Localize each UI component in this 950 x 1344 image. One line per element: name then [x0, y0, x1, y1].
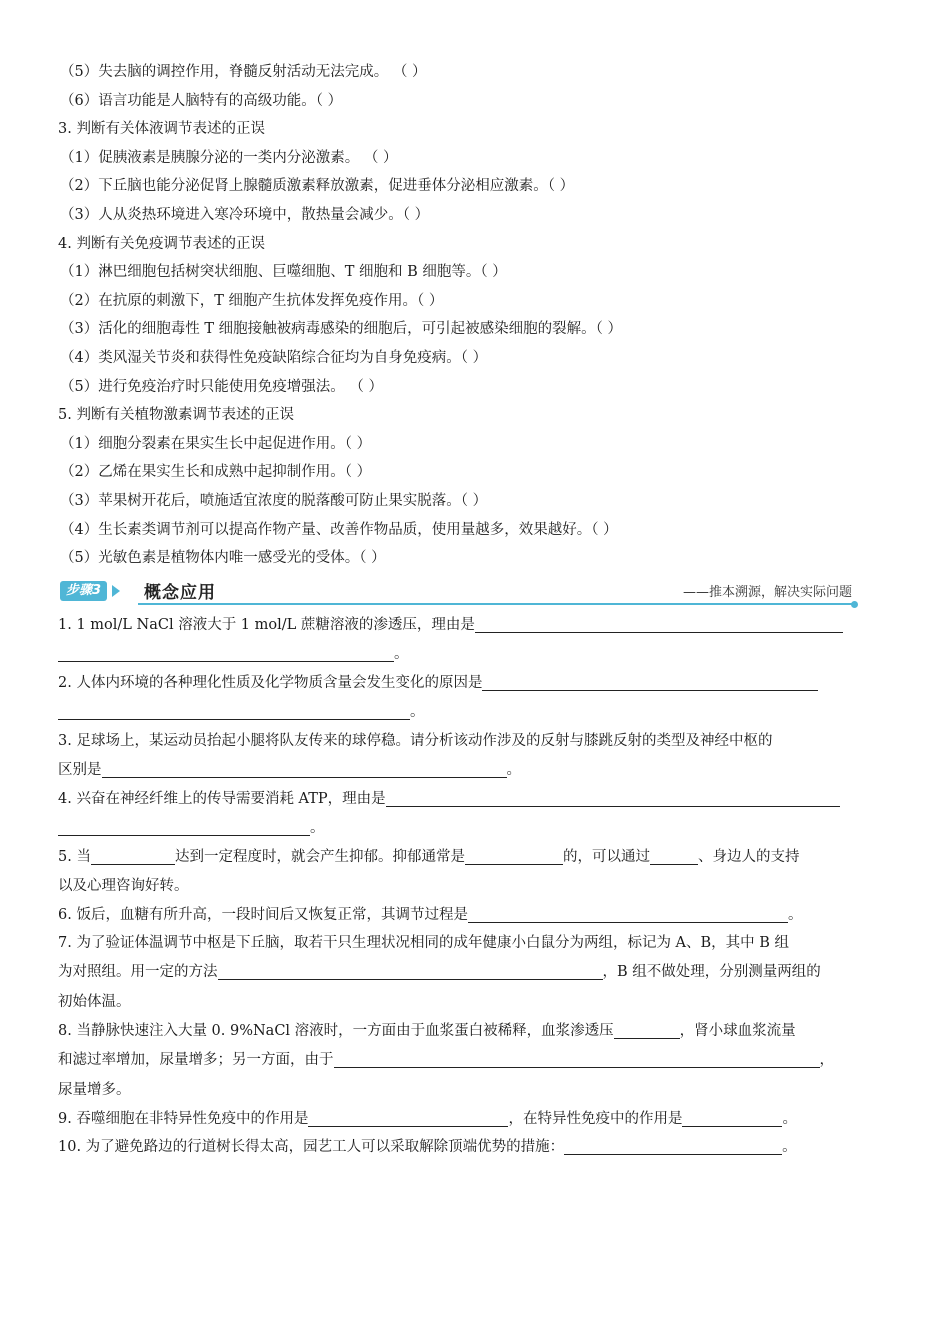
- judge-item: （2）乙烯在果实生长和成熟中起抑制作用。（ ）: [60, 464, 372, 481]
- answer-blank[interactable]: [614, 1020, 680, 1039]
- question-5: 5. 当 达到一定程度时，就会产生抑郁。抑郁通常是 的，可以通过 、身边人的支持: [58, 843, 890, 871]
- banner-divider: [138, 603, 854, 605]
- answer-blank[interactable]: [218, 961, 603, 980]
- judge-item: （1）细胞分裂素在果实生长中起促进作用。（ ）: [60, 435, 372, 452]
- judgment-section: [58, 58, 890, 573]
- answer-blank[interactable]: [465, 846, 563, 865]
- answer-blank[interactable]: [308, 1108, 508, 1127]
- question-1: 1. 1 mol/L NaCl 溶液大于 1 mol/L 蔗糖溶液的渗透压，理由是: [58, 611, 890, 639]
- question-4: 4. 兴奋在神经纤维上的传导需要消耗 ATP，理由是: [58, 785, 890, 813]
- judge-item: （3）活化的细胞毒性 T 细胞接触被病毒感染的细胞后，可引起被感染细胞的裂解。（ ）: [60, 321, 622, 338]
- answer-blank[interactable]: [58, 643, 394, 662]
- judge-heading: 5. 判断有关植物激素调节表述的正误: [58, 407, 294, 424]
- question-9: 9. 吞噬细胞在非特异性免疫中的作用是 ，在特异性免疫中的作用是 。: [58, 1105, 890, 1133]
- answer-blank[interactable]: [58, 701, 410, 720]
- answer-blank[interactable]: [564, 1136, 782, 1155]
- judge-item: （3）人从炎热环境进入寒冷环境中，散热量会减少。（ ）: [60, 206, 430, 223]
- section-title: 概念应用: [144, 582, 216, 603]
- answer-blank[interactable]: [386, 788, 840, 807]
- play-arrow-icon: [112, 585, 120, 597]
- judge-item: （4）类风湿关节炎和获得性免疫缺陷综合征均为自身免疫病。（ ）: [60, 349, 488, 366]
- answer-blank[interactable]: [475, 614, 843, 633]
- question-7: 7. 为了验证体温调节中枢是下丘脑，取若干只生理状况相同的成年健康小白鼠分为两组，标记为 A、B，其中 B 组: [58, 934, 790, 951]
- question-6: 6. 饭后，血糖有所升高，一段时间后又恢复正常，其调节过程是 。: [58, 901, 890, 929]
- step-badge: [60, 580, 120, 602]
- answer-blank[interactable]: [58, 817, 310, 836]
- judge-item: （4）生长素类调节剂可以提高作物产量、改善作物品质，使用量越多，效果越好。（ ）: [60, 521, 618, 538]
- answer-blank[interactable]: [482, 672, 818, 691]
- application-section: 1. 1 mol/L NaCl 溶液大于 1 mol/L 蔗糖溶液的渗透压，理由是 。 2. 人体内环境的各种理化性质及化学物质含量会发生变化的原因是 。 3. 足球场上，某运动员抬起小腿将队友传来的球停稳。请分析该动作涉及的反射与膝跳反射的类型及神经中枢的 区别是 。 4. 兴奋在神经纤维上的传导需要消耗 ATP，理由是 。 5. 当 达到一定程度时，就会产生抑郁。抑郁通常是 的，可以通过 、身边人的支持 以及心理咨询好转。 6. 饭后，血糖有所升高，一段时间后又恢复正常，其调节过程是 。 7. 为了验证体温调节中枢是下丘脑，取若干只生理状况相同的成年健康小白鼠分为两组，标记为 A、B，其中 B 组 为对照组。用一定的方法 ，B 组不做处理，分别测量两组的 初始体温。 8. 当静脉快速注入大量 0. 9%NaCl 溶液时，一方面由于血浆蛋白被稀释，血浆渗透压 ，肾小球血浆流量 和滤过率增加，尿量增多；另一方面，由于 ， 尿量增多。 9. 吞噬细胞在非特异性免疫中的作用是 ，在特异性免疫中的作用是 。 10. 为了避免路边的行道树长得太高，园艺工人可以采取解除顶端优势的措施： 。: [58, 611, 890, 1161]
- answer-blank[interactable]: [91, 846, 175, 865]
- judge-item: （1）促胰液素是胰腺分泌的一类内分泌激素。 （ ）: [60, 149, 398, 166]
- judge-item: （5）进行免疫治疗时只能使用免疫增强法。 （ ）: [60, 378, 383, 395]
- judge-item: （2）在抗原的刺激下，T 细胞产生抗体发挥免疫作用。（ ）: [60, 292, 444, 309]
- answer-blank[interactable]: [102, 759, 507, 778]
- step-badge-label: 步骤3: [60, 581, 107, 601]
- judge-heading: 3. 判断有关体液调节表述的正误: [58, 121, 265, 138]
- judge-item: （1）淋巴细胞包括树突状细胞、巨噬细胞、T 细胞和 B 细胞等。（ ）: [60, 264, 507, 281]
- judge-item: （5）失去脑的调控作用，脊髓反射活动无法完成。 （ ）: [60, 64, 427, 80]
- judge-heading: 4. 判断有关免疫调节表述的正误: [58, 235, 265, 252]
- question-10: 10. 为了避免路边的行道树长得太高，园艺工人可以采取解除顶端优势的措施： 。: [58, 1133, 890, 1161]
- answer-blank[interactable]: [334, 1049, 820, 1068]
- banner-dot-icon: [851, 601, 858, 608]
- judge-item: （5）光敏色素是植物体内唯一感受光的受体。（ ）: [60, 550, 386, 567]
- answer-blank[interactable]: [650, 846, 698, 865]
- section-subtitle: ——推本溯源，解决实际问题: [682, 584, 852, 600]
- answer-blank[interactable]: [468, 904, 788, 923]
- question-3: 3. 足球场上，某运动员抬起小腿将队友传来的球停稳。请分析该动作涉及的反射与膝跳反射的类型及神经中枢的: [58, 732, 773, 749]
- section-banner: [58, 577, 890, 607]
- question-2: 2. 人体内环境的各种理化性质及化学物质含量会发生变化的原因是: [58, 669, 890, 697]
- question-8: 8. 当静脉快速注入大量 0. 9%NaCl 溶液时，一方面由于血浆蛋白被稀释，血浆渗透压 ，肾小球血浆流量: [58, 1017, 890, 1045]
- judge-item: （6）语言功能是人脑特有的高级功能。（ ）: [60, 92, 343, 109]
- worksheet-page: [58, 58, 890, 1161]
- answer-blank[interactable]: [682, 1108, 782, 1127]
- judge-item: （3）苹果树开花后，喷施适宜浓度的脱落酸可防止果实脱落。（ ）: [60, 492, 488, 509]
- judge-item: （2）下丘脑也能分泌促肾上腺髓质激素释放激素，促进垂体分泌相应激素。（ ）: [60, 178, 575, 195]
